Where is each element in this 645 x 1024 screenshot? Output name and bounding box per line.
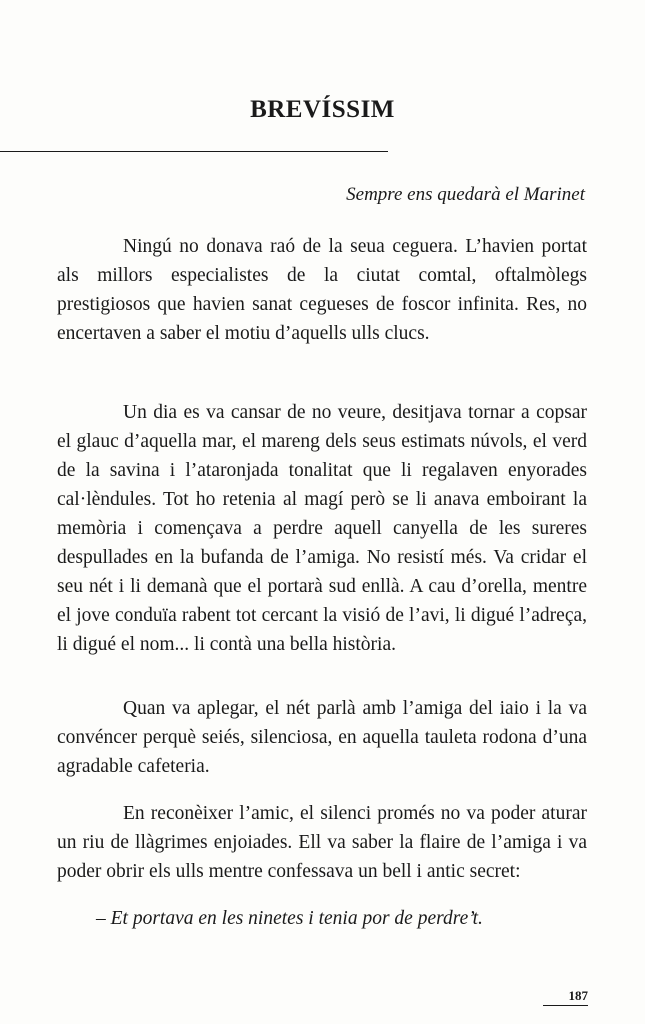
paragraph-text: Quan va aplegar, el nét parlà amb l’amiga del iaio i la va convéncer perquè seiés, silenciosa, en aquella tauleta rodona d’una agradable cafeteria. (57, 698, 587, 777)
chapter-title: BREVÍSSIM (250, 96, 395, 123)
title-divider (0, 151, 388, 152)
dedication: Sempre ens quedarà el Marinet (346, 184, 585, 205)
paragraph-text: Ningú no donava raó de la seua ceguera. L’havien portat als millors especialistes de la ciutat comtal, oftalmòlegs prestigiosos que havien sanat cegueses de foscor infinita. Res, no encertaven a saber el motiu d’aquells ulls clucs. (57, 236, 587, 344)
dialogue-dash: – (96, 908, 106, 929)
paragraph-1 (57, 232, 587, 348)
dialogue-text: Et portava en les ninetes i tenia por de perdre’t. (110, 908, 483, 929)
paragraph-text: En reconèixer l’amic, el silenci promés no va poder aturar un riu de llàgrimes enjoiades. Ell va saber la flaire de l’amiga i va poder obrir els ulls mentre confessava un bell i antic secret: (57, 803, 587, 882)
paragraph-text: Un dia es va cansar de no veure, desitjava tornar a copsar el glauc d’aquella mar, el mareng dels seus estimats núvols, el verd de la savina i l’ataronjada tonalitat que li regalaven enyorades cal·lèndules. Tot ho retenia al magí però se li anava emboirant la memòria i començava a perdre aquell canyella de les sureres despullades en la bufanda de l’amiga. No resistí més. Va cridar el seu nét i li demanà que el portarà sud enllà. A cau d’orella, mentre el jove conduïa rabent tot cercant la visió de l’avi, li digué l’adreça, li digué el nom... li contà una bella història. (57, 402, 587, 655)
paragraph-4 (57, 799, 587, 886)
dialogue-line (96, 908, 483, 930)
paragraph-3 (57, 694, 587, 781)
page-number: 187 (543, 988, 589, 1006)
paragraph-2 (57, 398, 587, 659)
